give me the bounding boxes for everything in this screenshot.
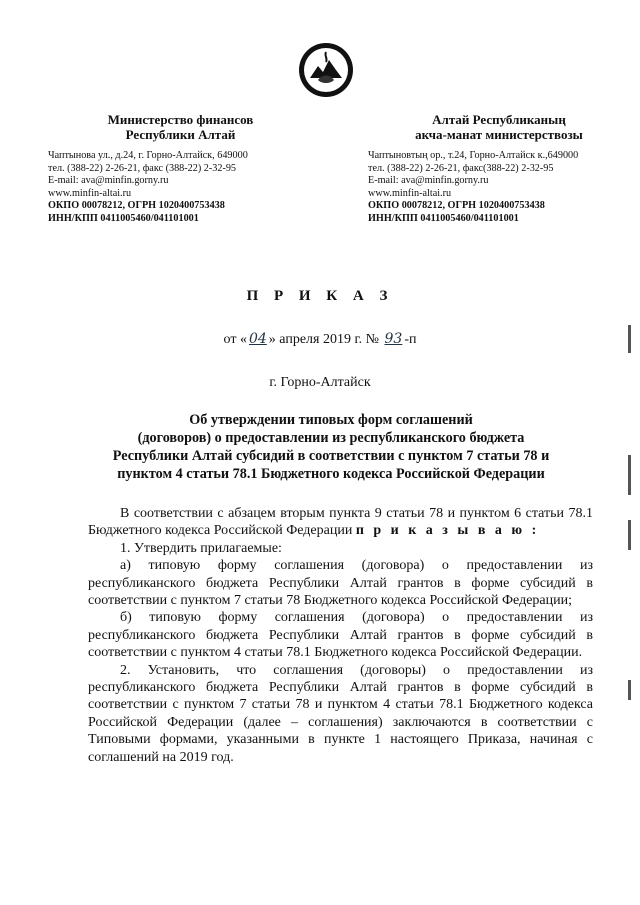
scan-edge-mark — [628, 520, 631, 550]
paragraph-1b: б) типовую форму соглашения (договора) о предоставлении из республиканского бюджета Республики Алтай грантов в форме субсидий в соответствии с пунктом 4 статьи 78.1 Бюджетного кодекса Российской Федерации. — [88, 610, 593, 661]
okpo: ОКПО 00078212, ОГРН 1020400753438 — [48, 200, 225, 212]
header-left — [48, 112, 313, 226]
email: E-mail: ava@minfin.gorny.ru — [368, 175, 489, 187]
paragraph-2: 2. Установить, что соглашения (договоры) о предоставлении из республиканского бюджета Республики Алтай грантов в форме субсидий в соответствии с пунктом 7 статьи 78 и пунктом 4 статьи 78.1 Бюджетного кодекса Российской Федерации (далее – соглашения) заключаются в соответствии с Типовыми формами, указанными в пункте 1 настоящего Приказа, начиная с соглашений на 2019 год. — [88, 662, 593, 765]
okpo: ОКПО 00078212, ОГРН 1020400753438 — [368, 200, 545, 212]
order-word: п р и к а з ы в а ю : — [355, 523, 540, 539]
scan-edge-mark — [628, 680, 631, 700]
email: E-mail: ava@minfin.gorny.ru — [48, 175, 169, 187]
phone: тел. (388-22) 2-26-21, факс (388-22) 2-32-95 — [48, 162, 237, 174]
order-day: 04 — [248, 331, 267, 347]
order-subject: Об утверждении типовых форм соглашений (договоров) о предоставлении из республиканского бюджета Республики Алтай субсидий в соответствии с пунктом 7 статьи 78 и пунктом 4 статьи 78.1 Бюджетного кодекса Российской Федерации — [112, 412, 550, 482]
city: г. Горно-Алтайск — [269, 375, 371, 390]
paragraph-1a: а) типовую форму соглашения (договора) о предоставлении из республиканского бюджета Республики Алтай грантов в форме субсидий в соответствии с пунктом 7 статьи 78 Бюджетного кодекса Российской Федерации; — [88, 558, 593, 609]
order-number: 93 — [384, 331, 403, 347]
scan-edge-mark — [628, 325, 631, 353]
order-number-suffix: -п — [404, 332, 417, 347]
coat-of-arms-icon — [296, 40, 356, 102]
order-body — [88, 505, 593, 766]
inn: ИНН/КПП 0411005460/041101001 — [48, 212, 199, 224]
order-title: П Р И К А З — [246, 288, 394, 304]
phone: тел. (388-22) 2-26-21, факс(388-22) 2-32-95 — [368, 162, 554, 174]
ministry-name-alt: Алтай Республиканың акча-манат министерствозы — [415, 112, 583, 142]
website: www.minfin-altai.ru — [48, 187, 132, 199]
scan-edge-mark — [628, 455, 631, 495]
ministry-name-ru: Министерство финансов Республики Алтай — [107, 112, 254, 142]
address: Чаптынова ул., д.24, г. Горно-Алтайск, 649000 — [48, 150, 248, 161]
website: www.minfin-altai.ru — [368, 187, 452, 199]
header-right — [368, 112, 630, 226]
paragraph-1: 1. Утвердить прилагаемые: — [120, 540, 282, 556]
order-date: от « 04 » апреля 2019 г. № 93 -п — [223, 331, 417, 347]
inn: ИНН/КПП 0411005460/041101001 — [368, 212, 519, 224]
intro-paragraph: В соответствии с абзацем вторым пункта 9 статьи 78 и пунктом 6 статьи 78.1 Бюджетного кодекса Российской Федерации п р и к а з ы в а ю : — [88, 506, 593, 539]
address: Чаптыновтың ор., т.24, Горно-Алтайск к.,649000 — [368, 150, 579, 161]
